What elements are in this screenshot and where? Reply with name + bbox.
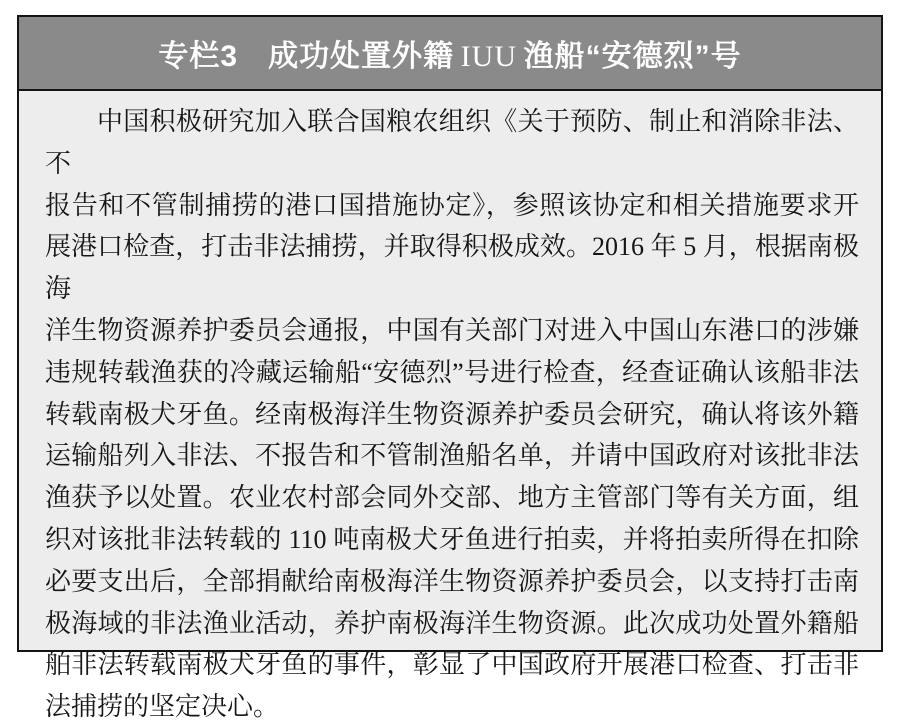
body-text-line: 中国积极研究加入联合国粮农组织《关于预防、制止和消除非法、不	[45, 107, 859, 178]
body-text-line: 运输船列入非法、不报告和不管制渔船名单，并请中国政府对该批非法	[45, 441, 859, 471]
body-text-line: 舶非法转载南极犬牙鱼的事件，彰显了中国政府开展港口检查、打击非	[45, 650, 859, 680]
body-text-line: 织对该批非法转载的 110 吨南极犬牙鱼进行拍卖，并将拍卖所得在扣除	[45, 524, 859, 554]
column-box-panel	[17, 15, 883, 722]
panel-body	[19, 91, 881, 728]
body-text-line: 洋生物资源养护委员会通报，中国有关部门对进入中国山东港口的涉嫌	[45, 315, 859, 345]
body-text-line: 极海域的非法渔业活动，养护南极海洋生物资源。此次成功处置外籍船	[45, 608, 859, 638]
body-text-line: 违规转载渔获的冷藏运输船“安德烈”号进行检查，经查证确认该船非法	[45, 357, 859, 387]
body-text-line: 必要支出后，全部捐献给南极海洋生物资源养护委员会，以支持打击南	[45, 566, 859, 596]
body-text-line: 展港口检查，打击非法捕捞，并取得积极成效。2016 年 5 月，根据南极海	[45, 232, 859, 304]
panel-header-title-pre: 成功处置外籍	[268, 40, 455, 73]
body-text-line: 报告和不管制捕捞的港口国措施协定》，参照该协定和相关措施要求开	[45, 190, 859, 220]
panel-header-title	[268, 31, 742, 75]
panel-header-title-post: 渔船“安德烈”号	[523, 40, 742, 73]
body-text-line: 转载南极犬牙鱼。经南极海洋生物资源养护委员会研究，确认将该外籍	[45, 399, 859, 429]
panel-header	[19, 17, 881, 91]
panel-header-label: 专栏3	[158, 40, 239, 73]
panel-header-acronym: IUU	[460, 40, 517, 73]
body-text-line: 渔获予以处置。农业农村部会同外交部、地方主管部门等有关方面，组	[45, 483, 859, 513]
body-text-line: 法捕捞的坚定决心。	[45, 692, 280, 722]
